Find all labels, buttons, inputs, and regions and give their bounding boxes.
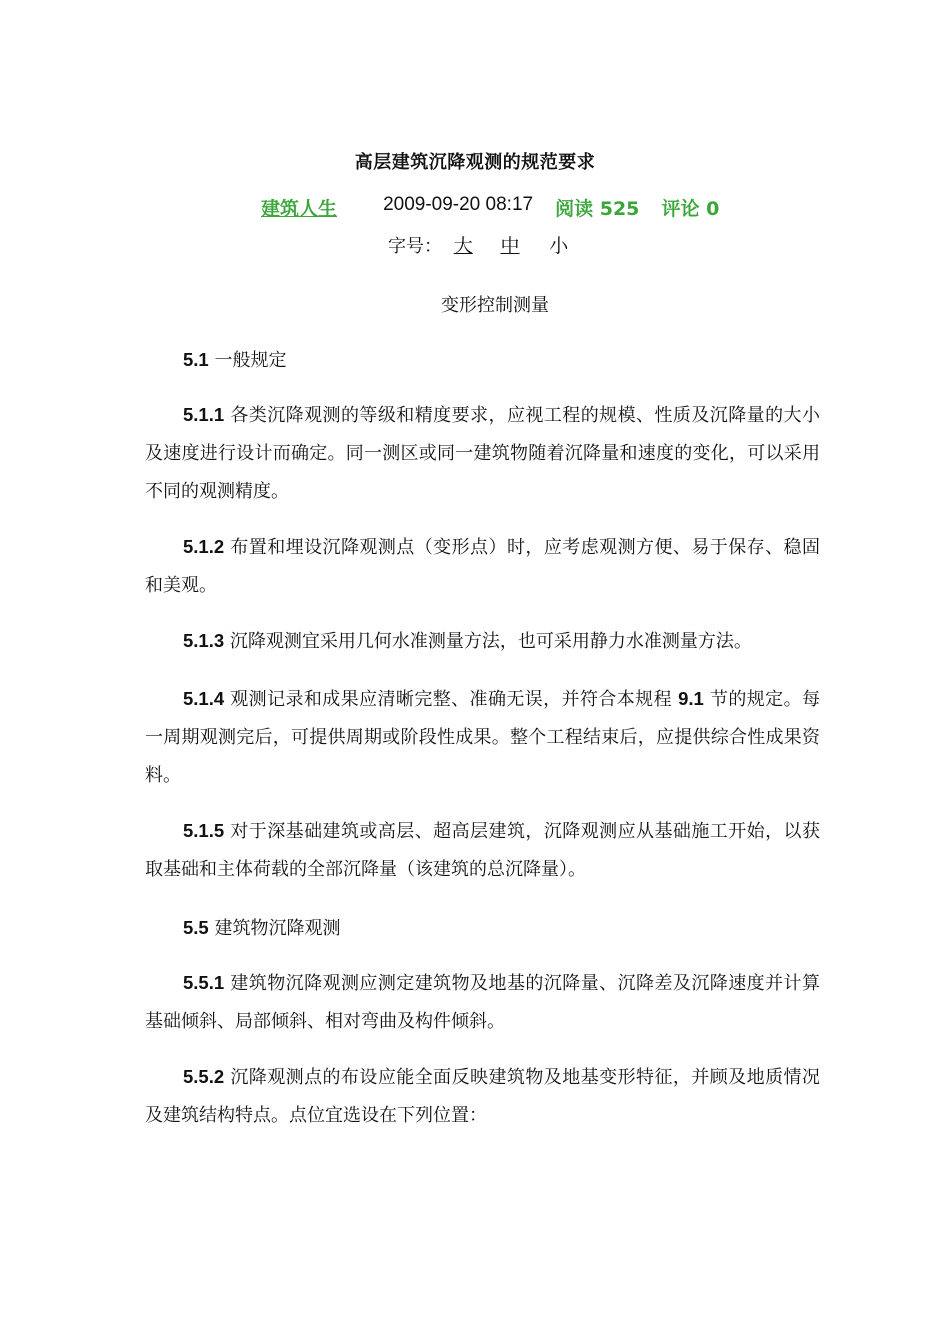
paragraph-5-1-5 [145,812,820,889]
section-heading: 变形控制测量 [441,295,549,316]
clause-title: 一般规定 [208,350,287,371]
clause-number: 5.1 [183,349,209,370]
page-title: 高层建筑沉降观测的规范要求 [354,152,596,173]
paragraph-5-5-1 [145,964,820,1041]
read-count: 阅读 525 [555,198,640,220]
clause-number: 5.5.1 [183,972,225,993]
paragraph-5-1-2 [145,528,820,605]
clause-number: 5.1.5 [183,820,225,841]
clause-text: 建筑物沉降观测应测定建筑物及地基的沉降量、沉降差及沉降速度并计算基础倾斜、局部倾斜、相对弯曲及构件倾斜。 [145,973,820,1032]
publish-datetime: 2009-09-20 08:17 [383,194,534,215]
clause-number: 5.1.1 [183,404,225,425]
clause-number: 5.5 [183,917,209,938]
paragraph-5-1-3 [145,622,820,661]
clause-number: 5.1.3 [183,630,225,651]
clause-number: 5.1.2 [183,536,225,557]
clause-text: 各类沉降观测的等级和精度要求，应视工程的规模、性质及沉降量的大小及速度进行设计而确定。同一测区或同一建筑物随着沉降量和速度的变化，可以采用不同的观测精度。 [145,405,820,502]
clause-text: 沉降观测点的布设应能全面反映建筑物及地基变形特征，并顾及地质情况及建筑结构特点。点位宜选设在下列位置： [145,1067,820,1126]
article-meta [261,194,719,220]
clause-reference: 9.1 [678,688,704,709]
clause-text: 沉降观测宜采用几何水准测量方法，也可采用静力水准测量方法。 [224,631,752,652]
clause-text: 对于深基础建筑或高层、超高层建筑，沉降观测应从基础施工开始，以获取基础和主体荷载的全部沉降量（该建筑的总沉降量）。 [145,821,820,880]
font-size-switcher [388,231,568,258]
author-link[interactable]: 建筑人生 [261,198,338,220]
paragraph-5-1-1 [145,396,820,511]
clause-number: 5.1.4 [183,688,225,709]
comment-count-link[interactable]: 评论 0 [661,198,720,220]
clause-text-continued: 节的规定。每一周期观测完后，可提供周期或阶段性成果。整个工程结束后，应提供综合性成果资料。 [145,689,820,786]
font-size-large-link[interactable]: 大 [453,235,473,257]
heading-5-5 [183,914,340,940]
font-size-label: 字号： [388,236,442,257]
heading-5-1 [183,346,286,372]
clause-text: 观测记录和成果应清晰完整、准确无误，并符合本规程 [224,689,679,710]
paragraph-5-1-4 [145,680,820,795]
clause-number: 5.5.2 [183,1066,225,1087]
clause-text: 布置和埋设沉降观测点（变形点）时，应考虑观测方便、易于保存、稳固和美观。 [145,537,820,596]
clause-title: 建筑物沉降观测 [208,918,341,939]
font-size-medium-link[interactable]: 中 [500,235,520,257]
font-size-small-link[interactable]: 小 [549,235,569,257]
paragraph-5-5-2 [145,1058,820,1135]
